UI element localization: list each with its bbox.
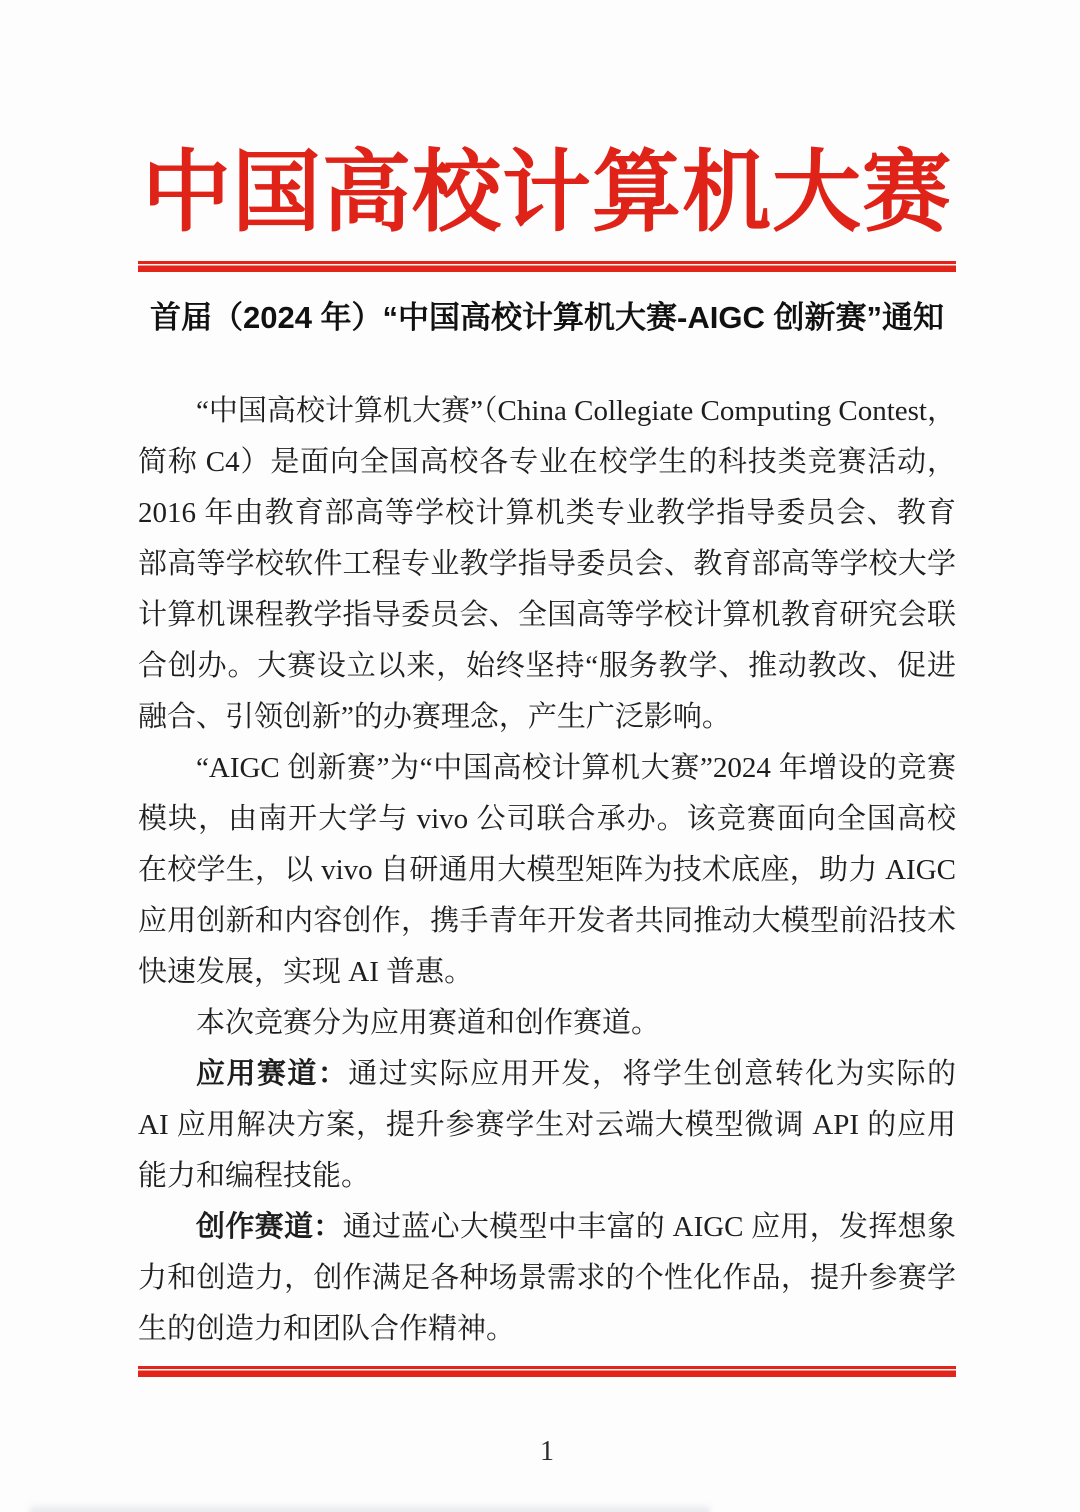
document-subtitle: 首届（2024 年）“中国高校计算机大赛-AIGC 创新赛”通知 [149, 300, 944, 335]
body-paragraph-tracks [138, 998, 956, 1049]
body-paragraph-creation-track [138, 1202, 956, 1355]
paragraph-lead: 创作赛道： [196, 1211, 343, 1243]
paragraph-lead: 应用赛道： [196, 1058, 349, 1090]
paragraph-text: “AIGC 创新赛”为“中国高校计算机大赛”2024 年增设的竞赛模块，由南开大学与 vivo 公司联合承办。该竞赛面向全国高校在校学生，以 vivo 自研通用大模型矩阵为技术底座，助力 AIGC 应用创新和内容创作，携手青年开发者共同推动大模型前沿技术快速发展，实现 AI 普惠。 [138, 752, 956, 988]
body-paragraph-aigc [138, 743, 956, 998]
document-body [138, 386, 956, 1355]
title-divider-rule [138, 261, 956, 272]
page-title: 中国高校计算机大赛 [142, 145, 952, 243]
paragraph-text: 通过实际应用开发，将学生创意转化为实际的 AI 应用解决方案，提升参赛学生对云端大模型微调 API 的应用能力和编程技能。 [138, 1058, 956, 1192]
scan-artifact [30, 1503, 710, 1512]
paragraph-text: 本次竞赛分为应用赛道和创作赛道。 [196, 1007, 661, 1039]
footer-divider-rule [138, 1366, 956, 1377]
document-content [138, 0, 956, 1355]
body-paragraph-intro [138, 386, 956, 743]
body-paragraph-application-track [138, 1049, 956, 1202]
page-number: 1 [540, 1436, 554, 1467]
paragraph-text: 通过蓝心大模型中丰富的 AIGC 应用，发挥想象力和创造力，创作满足各种场景需求的个性化作品，提升参赛学生的创造力和团队合作精神。 [138, 1211, 956, 1345]
paragraph-text: “中国高校计算机大赛”（China Collegiate Computing Contest，简称 C4）是面向全国高校各专业在校学生的科技类竞赛活动，2016 年由教育部高等学校计算机类专业教学指导委员会、教育部高等学校软件工程专业教学指导委员会、教育部高等学校大学计算机课程教学指导委员会、全国高等学校计算机教育研究会联合创办。大赛设立以来，始终坚持“服务教学、推动教改、促进融合、引领创新”的办赛理念，产生广泛影响。 [138, 395, 956, 733]
